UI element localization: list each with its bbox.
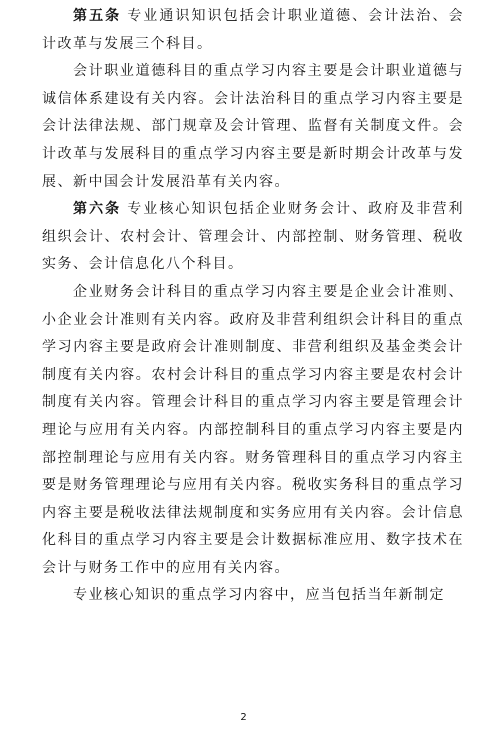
page-number: 2 — [240, 712, 247, 723]
core-knowledge-paragraph — [42, 582, 464, 610]
article-5-paragraph — [42, 3, 464, 58]
document-body — [42, 3, 464, 610]
article-6-text: 专业核心知识包括企业财务会计、政府及非营利组织会计、农村会计、管理会计、内部控制、财务管理、税收实务、会计信息化八个科目。 — [42, 201, 465, 273]
article-6-detail-paragraph — [42, 279, 464, 583]
article-6-paragraph — [42, 196, 464, 279]
article-5-label: 第五条 — [73, 8, 122, 24]
article-5-text: 专业通识知识包括会计职业道德、会计法治、会计改革与发展三个科目。 — [42, 8, 465, 52]
article-5-detail-text: 会计职业道德科目的重点学习内容主要是会计职业道德与诚信体系建设有关内容。会计法治科目的重点学习内容主要是会计法律法规、部门规章及会计管理、监督有关制度文件。会计改革与发展科目的重点学习内容主要是新时期会计改革与发展、新中国会计发展沿革有关内容。 — [42, 63, 464, 190]
article-6-label: 第六条 — [73, 201, 122, 218]
core-knowledge-text: 专业核心知识的重点学习内容中，应当包括当年新制定 — [73, 587, 445, 604]
article-6-detail-text: 企业财务会计科目的重点学习内容主要是企业会计准则、小企业会计准则有关内容。政府及非营利组织会计科目的重点学习内容主要是政府会计准则制度、非营利组织及基金类会计制度有关内容。农村会计科目的重点学习内容主要是农村会计制度有关内容。管理会计科目的重点学习内容主要是管理会计理论与应用有关内容。内部控制科目的重点学习内容主要是内部控制理论与应用有关内容。财务管理科目的重点学习内容主要是财务管理理论与应用有关内容。税收实务科目的重点学习内容主要是税收法律法规制度和实务应用有关内容。会计信息化科目的重点学习内容主要是会计数据标准应用、数字技术在会计与财务工作中的应用有关内容。 — [42, 283, 464, 576]
article-5-detail-paragraph — [42, 58, 464, 196]
